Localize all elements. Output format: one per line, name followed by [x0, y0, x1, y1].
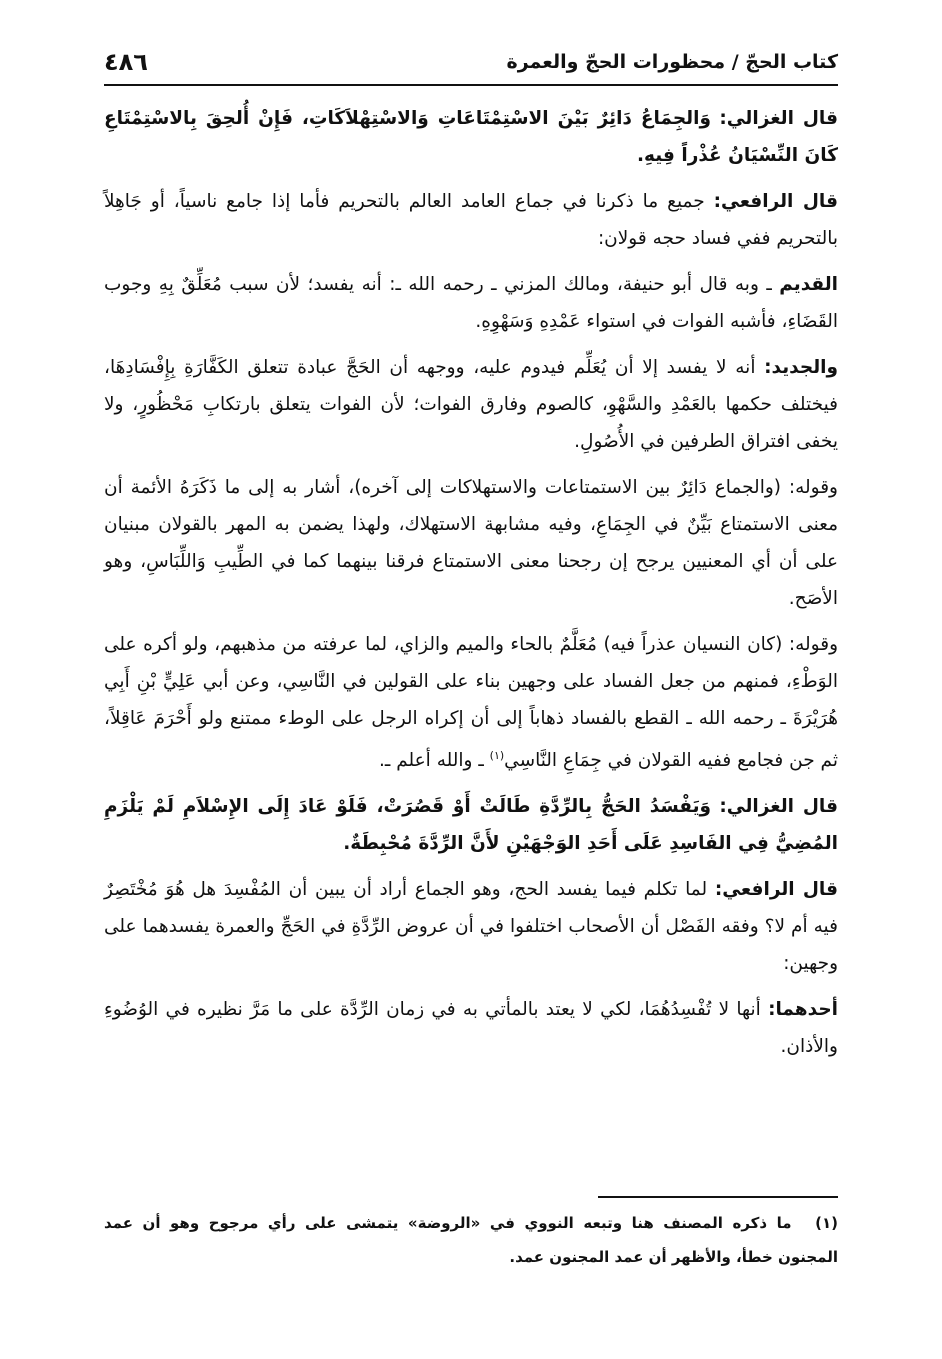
paragraph-label: القديم	[779, 274, 838, 295]
paragraph-text: ـ وبه قال أبو حنيفة، ومالك المزني ـ رحمه الله ـ: أنه يفسد؛ لأن سبب مُعَلِّقٌ بِهِ وجوب القَضَاءِ، فأشبه الفوات في استواء عَمْدِهِ وَسَهْوِهِ.	[104, 274, 838, 332]
paragraph-text: لما تكلم فيما يفسد الحج، وهو الجماع أراد أن يبين أن المُفْسِدَ هل هُوَ مُخْتَصِرٌ فيه أم لا؟ وفقه الفَصْل أن الأصحاب اختلفوا في أن عروض الرِّدَّةِ في الحَجِّ والعمرة يفسدهما على وجهين:	[104, 879, 838, 975]
footnote	[104, 1206, 838, 1274]
paragraph-label: قال الغزالي:	[719, 108, 838, 129]
paragraph-label: قال الرافعي:	[714, 879, 838, 901]
paragraph-qadim	[104, 266, 838, 340]
footnote-marker: (١)	[815, 1214, 838, 1232]
body-text	[104, 100, 838, 1074]
paragraph-label: والجديد:	[764, 357, 838, 378]
running-header	[104, 40, 838, 86]
footnote-reference[interactable]: (١)	[489, 749, 505, 762]
paragraph-label: قال الغزالي:	[719, 796, 838, 818]
paragraph-label: قال الرافعي:	[713, 191, 838, 212]
paragraph-text: وَيَفْسَدُ الحَجُّ بِالرِّدَّةِ طَالَتْ أَوْ قَصُرَتْ، فَلَوْ عَادَ إِلَى الإِسْلاَمِ لَمْ يَلْزَمِ المُضِيُّ فِي الفَاسِدِ عَلَى أَحَدِ الوَجْهَيْنِ لأَنَّ الرِّدَّةَ مُحْبِطَةٌ.	[104, 796, 838, 855]
paragraph-rafii-1	[104, 183, 838, 257]
footnote-divider	[598, 1196, 838, 1198]
paragraph-rafii-2	[104, 871, 838, 982]
paragraph-text: (كان النسيان عذراً فيه) مُعَلَّمٌ بالحاء والميم والزاي، لما عرفته من مذهبهم، ولو أكره على الوَطْءِ، فمنهم من جعل الفساد على وجهين بناء على القولين في النَّاسِي، وعن أبي عَلِيٍّ بْنِ أَبِي هُرَيْرَةَ ـ رحمه الله ـ القطع بالفساد ذهاباً إلى أن إكراه الرجل على الوطء ممتنع ولو أَحْرَمَ عَاقِلاً، ثم جن فجامع ففيه القولان في جِمَاعِ النَّاسِي	[104, 634, 838, 772]
header-title: كتاب الحجّ / محظورات الحجّ والعمرة	[506, 51, 838, 73]
paragraph-text: أنه لا يفسد إلا أن يُعَلِّم فيدوم عليه، ووجهه أن الحَجَّ عبادة تتعلق الكَفَّارَةِ بِإِفْسَادِهَا، فيختلف حكمها بالعَمْدِ والسَّهْوِ، كالصوم وفارق الفوات؛ لأن الفوات يتعلق بارتكابِ مَحْظُورٍ، ولا يخفى افتراق الطرفين في الأُصُولِ.	[104, 357, 838, 452]
paragraph-text-after: ـ والله أعلم ـ.	[379, 750, 484, 772]
paragraph-label: أحدهما:	[768, 999, 838, 1021]
paragraph-ghazali-1	[104, 100, 838, 174]
paragraph-text: (والجماع دَائِرٌ بين الاستمتاعات والاستهلاكات إلى آخره)، أشار به إلى ما ذَكَرَهُ الأئمة أن معنى الاستمتاع بَيِّنٌ في الجِمَاعِ، وفيه مشابهة الاستهلاك، ولهذا يضمن به المهر بالقولان مبنيان على أن أي المعنيين يرجح إن رجحنا معنى الاستمتاع فرقنا بينهما كما في الطِّيبِ وَاللِّبَاسِ، وهو الأصَح.	[104, 477, 838, 609]
paragraph-first-view	[104, 991, 838, 1065]
paragraph-label: وقوله:	[788, 634, 838, 655]
paragraph-text: جميع ما ذكرنا في جماع العامد العالم بالتحريم فأما إذا جامع ناسياً، أو جَاهِلاً بالتحريم ففي فساد حجه قولان:	[104, 191, 838, 249]
footnote-text: ما ذكره المصنف هنا وتبعه النووي في «الروضة» يتمشى على رأي مرجوح وهو أن عمد المجنون خطأ، والأظهر أن عمد المجنون عمد.	[104, 1214, 838, 1266]
paragraph-commentary-1	[104, 469, 838, 617]
paragraph-commentary-2	[104, 626, 838, 779]
paragraph-text: وَالجِمَاعُ دَائِرٌ بَيْنَ الاسْتِمْتَاعَاتِ وَالاسْتِهْلاَكَاتِ، فَإِنْ أُلحِقَ بِالاسْتِمْتَاعِ كَانَ النِّسْيَانُ عُذْراً فِيهِ.	[104, 108, 838, 166]
paragraph-label: وقوله:	[788, 477, 838, 498]
page-number: ٤٨٦	[104, 48, 148, 76]
paragraph-ghazali-2	[104, 788, 838, 862]
paragraph-jadid	[104, 349, 838, 460]
paragraph-text: أنها لا تُفْسِدُهُمَا، لكي لا يعتد بالمأتي به في زمان الرِّدَّة على ما مَرَّ نظيره في الوُضُوءِ والأذان.	[104, 999, 838, 1058]
